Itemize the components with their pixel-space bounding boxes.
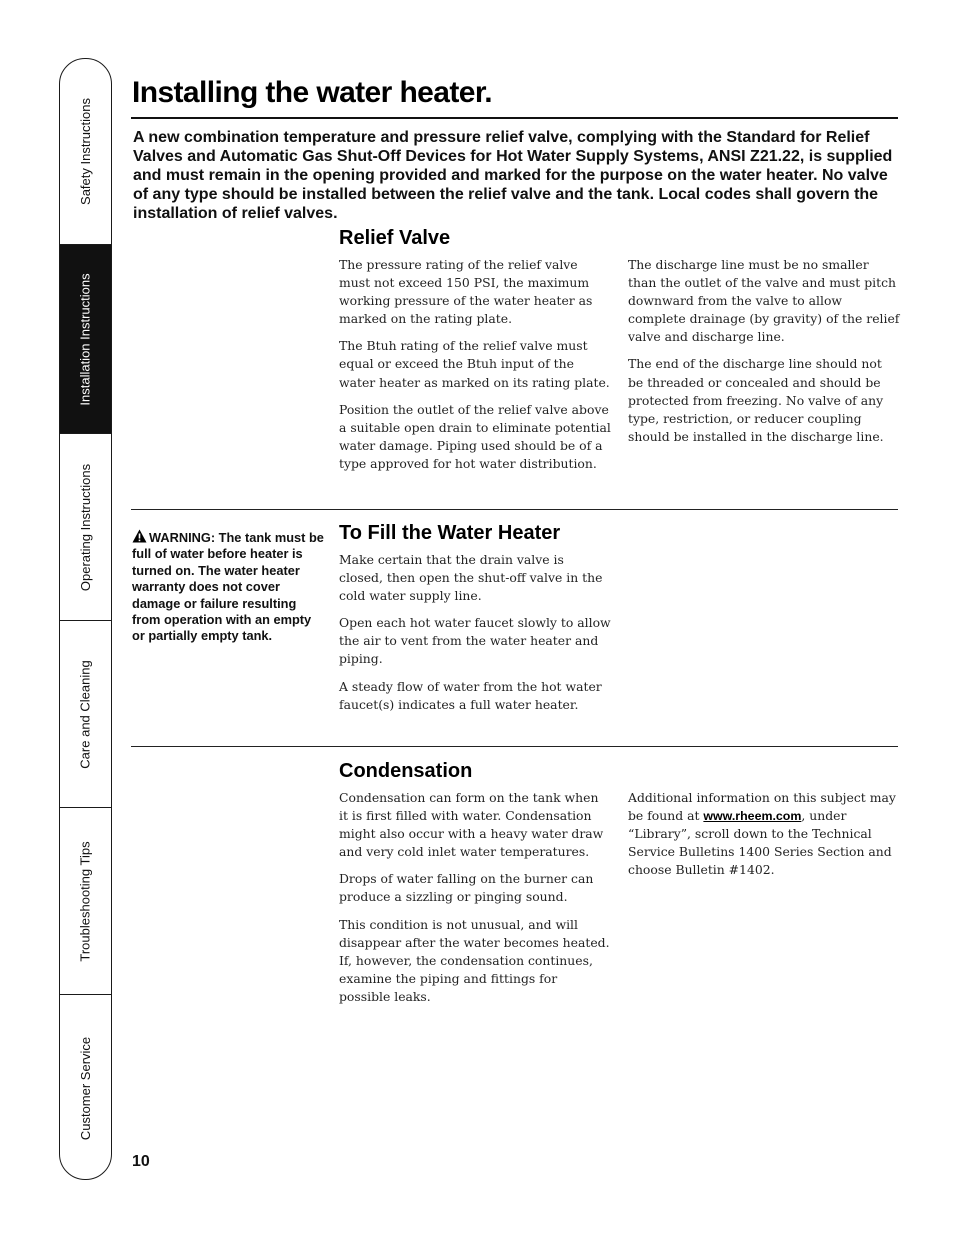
paragraph: Open each hot water faucet slowly to allow the air to vent from the water heater and piping. [339, 615, 611, 667]
paragraph: This condition is not unusual, and will disappear after the water becomes heated. If, however, the condensation continues, examine the piping and fittings for possible leaks. [339, 916, 610, 1004]
paragraph: Make certain that the drain valve is closed, then open the shut-off valve in the cold water supply line. [339, 552, 603, 604]
warning-triangle-icon [132, 529, 147, 543]
section-divider [131, 746, 898, 747]
intro-paragraph: A new combination temperature and pressure relief valve, complying with the Standard for Relief Valves and Automatic Gas Shut-Off Devices for Hot Water Supply Systems, ANSI Z21.22, is supplied and must remain in the opening provided and marked for the purpose on the water heater. No valve of any type should be installed between the relief valve and the tank. Local codes shall govern the installation of relief valves. [133, 129, 893, 222]
condensation-left-column [339, 789, 611, 1015]
warning-note [132, 529, 324, 645]
text: Additional information on this subject may be found at [628, 790, 896, 824]
side-tab-bar [59, 58, 112, 1180]
tab-label: Care and Cleaning [78, 659, 93, 769]
tab-label: Troubleshooting Tips [78, 840, 94, 962]
paragraph: Position the outlet of the relief valve above a suitable open drain to eliminate potential water damage. Piping used should be of a type approved for hot water distribution. [339, 401, 611, 471]
paragraph: The end of the discharge line should not be threaded or concealed and should be protected from freezing. No valve of any type, restriction, or reducer coupling should be installed in the discharge line. [628, 356, 884, 444]
paragraph: Condensation can form on the tank when it is first filled with water. Condensation might also occur with a heavy water draw and very cold inlet water temperatures. [339, 790, 604, 860]
tab-label: Installation Instructions [78, 272, 94, 406]
tab-installation-instructions[interactable] [60, 245, 111, 434]
tab-safety-instructions[interactable] [60, 59, 111, 245]
paragraph: The pressure rating of the relief valve must not exceed 150 PSI, the maximum working pressure of the water heater as marked on the rating plate. [339, 257, 593, 327]
text: , under “Library”, scroll down to the Technical Service Bulletins 1400 Series Section and choose Bulletin #1402. [628, 808, 892, 878]
page-number: 10 [132, 1153, 150, 1170]
paragraph: A steady flow of water from the hot water faucet(s) indicates a full water heater. [339, 678, 602, 712]
section-divider [131, 509, 898, 510]
tab-care-and-cleaning[interactable] [60, 621, 111, 808]
tab-label: Customer Service [78, 1036, 93, 1140]
condensation-heading: Condensation [339, 760, 473, 782]
paragraph [628, 789, 900, 879]
relief-valve-right-column [628, 256, 900, 455]
relief-valve-heading: Relief Valve [339, 227, 451, 249]
title-divider [131, 117, 898, 119]
tab-label: Safety Instructions [78, 98, 94, 205]
fill-heading: To Fill the Water Heater [339, 522, 561, 544]
paragraph: The Btuh rating of the relief valve must equal or exceed the Btuh input of the water heater as marked on its rating plate. [339, 338, 610, 390]
tab-label: Operating Instructions [78, 463, 93, 591]
condensation-right-column [628, 789, 900, 888]
warning-text: WARNING: The tank must be full of water before heater is turned on. The water heater warranty does not cover damage or failure resulting from operation with an empty or partially empty tank. [132, 530, 324, 644]
tab-customer-service[interactable] [60, 995, 111, 1180]
page-title: Installing the water heater. [132, 76, 492, 109]
paragraph: Drops of water falling on the burner can produce a sizzling or pinging sound. [339, 871, 594, 905]
fill-column [339, 551, 611, 723]
paragraph: The discharge line must be no smaller than the outlet of the valve and must pitch downward from the valve to allow complete drainage (by gravity) of the relief valve and discharge line. [628, 257, 900, 345]
tab-operating-instructions[interactable] [60, 434, 111, 621]
rheem-website-link[interactable]: www.rheem.com [703, 809, 802, 824]
tab-troubleshooting-tips[interactable] [60, 808, 111, 995]
relief-valve-left-column [339, 256, 611, 482]
